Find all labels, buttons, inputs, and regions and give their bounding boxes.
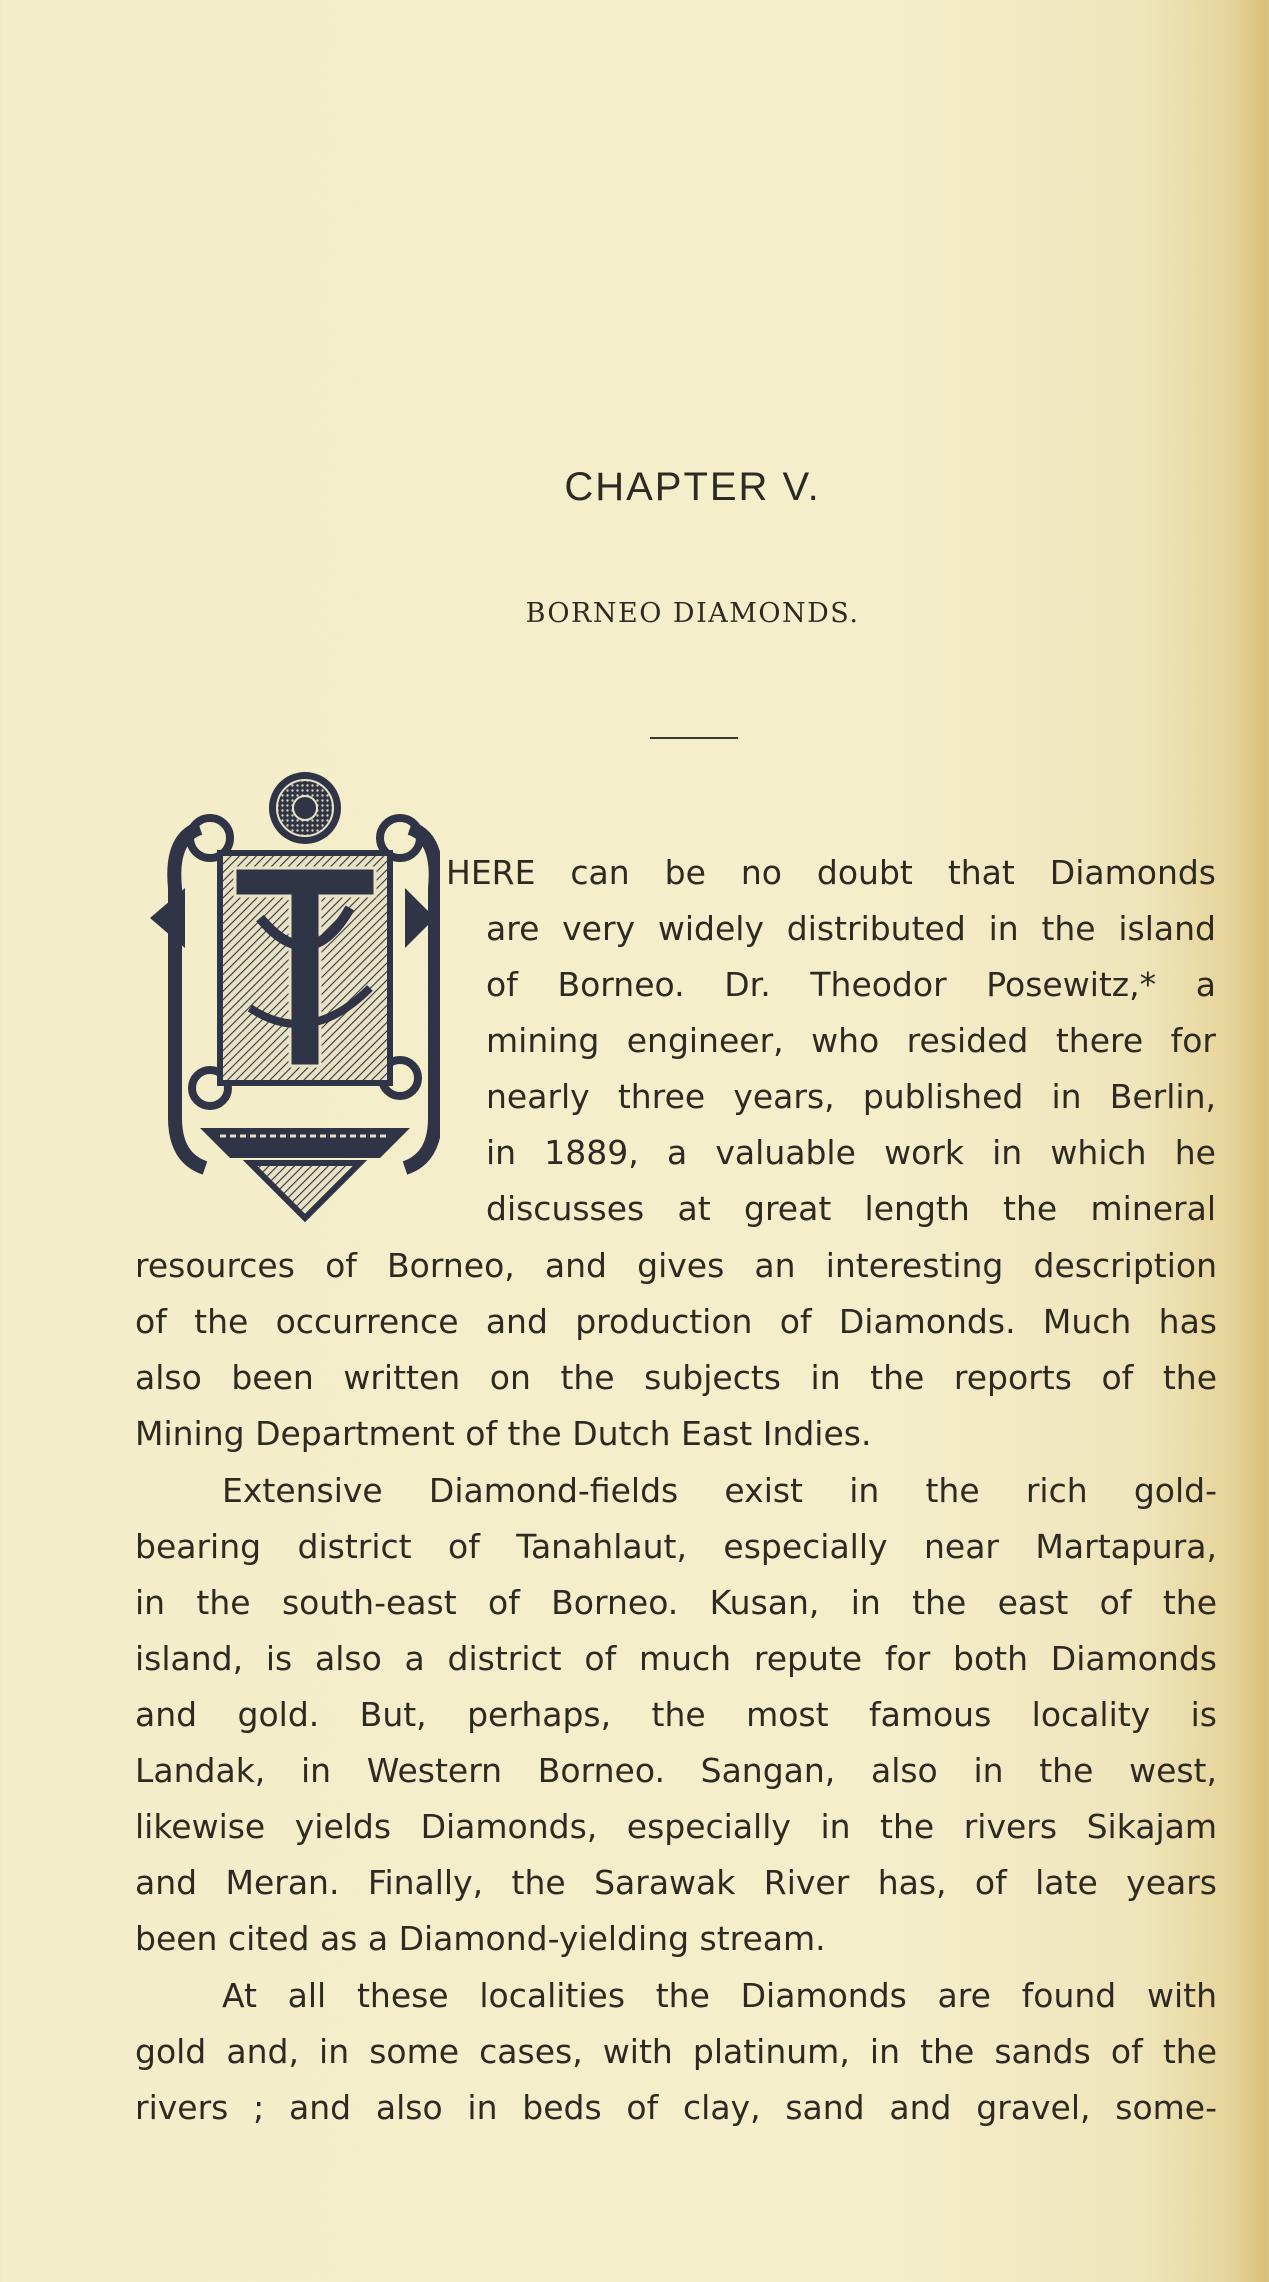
- text-line: also been written on the subjects in the reports of the: [135, 1358, 1217, 1397]
- text-line: been cited as a Diamond-yielding stream.: [135, 1919, 826, 1958]
- text-line: At all these localities the Diamonds are found with: [222, 1976, 1217, 2015]
- text-line: rivers ; and also in beds of clay, sand and gravel, some-: [135, 2088, 1217, 2127]
- text-line: likewise yields Diamonds, especially in the rivers Sikajam: [135, 1807, 1217, 1846]
- text-line: resources of Borneo, and gives an interesting description: [135, 1246, 1217, 1285]
- chapter-subtitle: BORNEO DIAMONDS.: [525, 598, 860, 629]
- text-line: Mining Department of the Dutch East Indies.: [135, 1414, 872, 1453]
- text-line: island, is also a district of much repute for both Diamonds: [135, 1639, 1217, 1678]
- text-line: Extensive Diamond-fields exist in the rich gold-: [222, 1471, 1217, 1510]
- text-line: are very widely distributed in the island: [486, 909, 1216, 948]
- ornate-initial-icon: [140, 768, 440, 1238]
- text-line: nearly three years, published in Berlin,: [486, 1077, 1216, 1116]
- text-line: in 1889, a valuable work in which he: [486, 1133, 1216, 1172]
- text-line: discusses at great length the mineral: [486, 1189, 1216, 1228]
- text-line: gold and, in some cases, with platinum, in the sands of the: [135, 2032, 1217, 2071]
- text-line: of Borneo. Dr. Theodor Posewitz,* a: [486, 965, 1216, 1004]
- chapter-title: CHAPTER V.: [564, 465, 821, 509]
- text-line: Landak, in Western Borneo. Sangan, also in the west,: [135, 1751, 1217, 1790]
- text-line: bearing district of Tanahlaut, especially near Martapura,: [135, 1527, 1217, 1566]
- text-line: of the occurrence and production of Diamonds. Much has: [135, 1302, 1217, 1341]
- text-line: mining engineer, who resided there for: [486, 1021, 1216, 1060]
- text-line: and gold. But, perhaps, the most famous locality is: [135, 1695, 1217, 1734]
- section-divider: [650, 737, 738, 739]
- text-line: in the south-east of Borneo. Kusan, in the east of the: [135, 1583, 1217, 1622]
- text-line: HERE can be no doubt that Diamonds: [446, 853, 1216, 892]
- text-line: and Meran. Finally, the Sarawak River has, of late years: [135, 1863, 1217, 1902]
